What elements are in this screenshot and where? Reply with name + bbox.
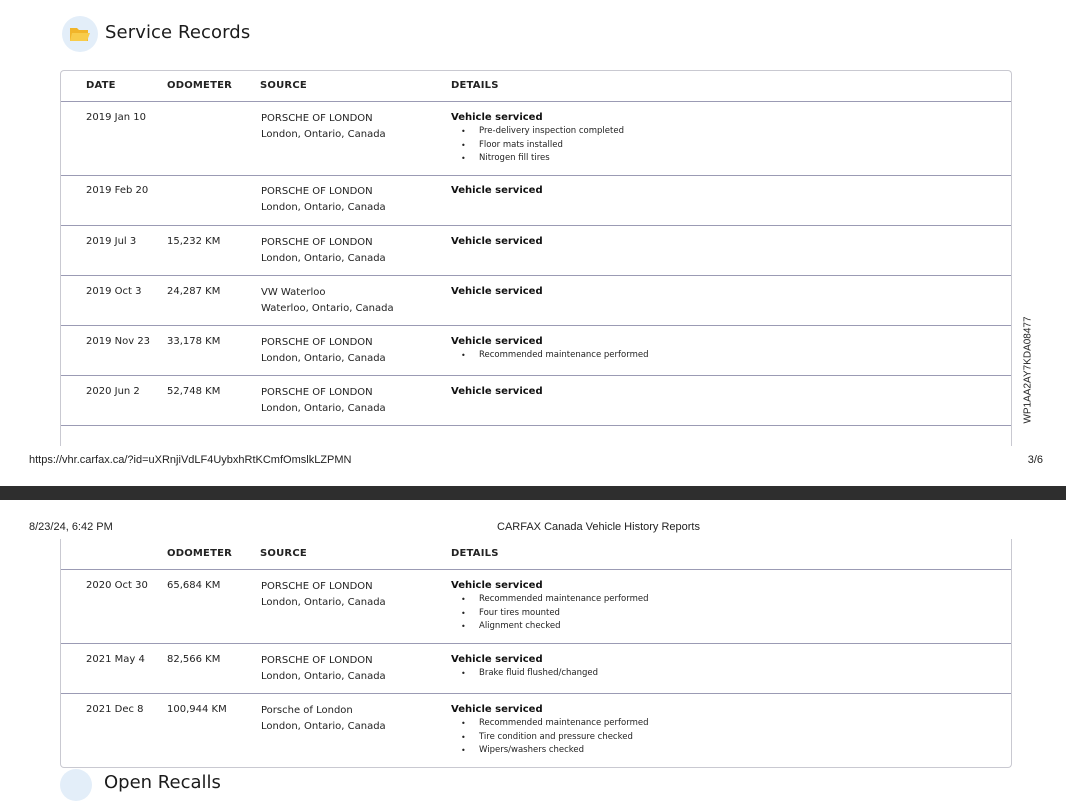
row-divider xyxy=(61,375,1011,376)
record-source xyxy=(261,235,386,267)
detail-item: • Alignment checked xyxy=(451,620,648,634)
record-date: 2021 Dec 8 xyxy=(86,704,144,715)
source-location: Waterloo, Ontario, Canada xyxy=(261,303,394,314)
detail-title: Vehicle serviced xyxy=(451,386,543,397)
source-name: PORSCHE OF LONDON xyxy=(261,337,373,348)
header-divider xyxy=(61,101,1011,102)
record-source xyxy=(261,285,394,317)
record-odometer: 24,287 KM xyxy=(167,286,221,297)
source-location: London, Ontario, Canada xyxy=(261,403,386,414)
recall-icon xyxy=(60,769,92,801)
record-details xyxy=(451,336,648,363)
record-odometer: 65,684 KM xyxy=(167,580,221,591)
detail-title: Vehicle serviced xyxy=(451,336,543,347)
detail-title: Vehicle serviced xyxy=(451,236,543,247)
detail-item: • Pre-delivery inspection completed xyxy=(451,125,624,139)
header-odometer: ODOMETER xyxy=(167,80,233,91)
row-divider xyxy=(61,425,1011,426)
header-divider xyxy=(61,569,1011,570)
record-details xyxy=(451,580,648,634)
record-date: 2019 Feb 20 xyxy=(86,185,149,196)
page-number: 3/6 xyxy=(1027,454,1043,466)
folder-icon xyxy=(62,16,98,52)
detail-item: • Wipers/washers checked xyxy=(451,744,648,758)
record-details xyxy=(451,704,648,758)
record-source xyxy=(261,703,386,735)
record-odometer: 100,944 KM xyxy=(167,704,227,715)
header-odometer: ODOMETER xyxy=(167,548,233,559)
record-details xyxy=(451,185,543,196)
service-records-table xyxy=(60,70,1012,446)
record-details xyxy=(451,112,624,166)
detail-item: • Tire condition and pressure checked xyxy=(451,731,648,745)
print-title: CARFAX Canada Vehicle History Reports xyxy=(497,521,700,533)
detail-item: • Recommended maintenance performed xyxy=(451,717,648,731)
row-divider xyxy=(61,275,1011,276)
section-title: Service Records xyxy=(105,22,251,43)
detail-title: Vehicle serviced xyxy=(451,704,543,715)
service-records-table-continued xyxy=(60,539,1012,768)
header-details: DETAILS xyxy=(451,548,499,559)
detail-item: • Brake fluid flushed/changed xyxy=(451,667,598,681)
record-details xyxy=(451,286,543,297)
row-divider xyxy=(61,175,1011,176)
record-source xyxy=(261,653,386,685)
source-location: London, Ontario, Canada xyxy=(261,253,386,264)
record-odometer: 15,232 KM xyxy=(167,236,221,247)
page-url: https://vhr.carfax.ca/?id=uXRnjiVdLF4UybxhRtKCmfOmslkLZPMN xyxy=(29,454,352,466)
header-date: DATE xyxy=(86,80,116,91)
record-date: 2021 May 4 xyxy=(86,654,145,665)
record-date: 2020 Jun 2 xyxy=(86,386,140,397)
detail-item: • Floor mats installed xyxy=(451,139,624,153)
record-date: 2019 Jul 3 xyxy=(86,236,137,247)
detail-item: • Four tires mounted xyxy=(451,607,648,621)
vin-watermark: WP1AA2AY7KDA08477 xyxy=(1022,316,1034,424)
source-location: London, Ontario, Canada xyxy=(261,671,386,682)
next-section-title: Open Recalls xyxy=(104,772,221,793)
record-date: 2019 Jan 10 xyxy=(86,112,146,123)
record-source xyxy=(261,184,386,216)
record-odometer: 52,748 KM xyxy=(167,386,221,397)
page-break xyxy=(0,486,1066,500)
detail-title: Vehicle serviced xyxy=(451,580,543,591)
record-source xyxy=(261,335,386,367)
record-date: 2020 Oct 30 xyxy=(86,580,148,591)
source-name: PORSCHE OF LONDON xyxy=(261,387,373,398)
record-source xyxy=(261,385,386,417)
record-source xyxy=(261,111,386,143)
source-name: Porsche of London xyxy=(261,705,353,716)
detail-item: • Nitrogen fill tires xyxy=(451,152,624,166)
source-location: London, Ontario, Canada xyxy=(261,353,386,364)
row-divider xyxy=(61,225,1011,226)
detail-title: Vehicle serviced xyxy=(451,654,543,665)
record-odometer: 33,178 KM xyxy=(167,336,221,347)
detail-title: Vehicle serviced xyxy=(451,286,543,297)
source-location: London, Ontario, Canada xyxy=(261,202,386,213)
source-location: London, Ontario, Canada xyxy=(261,597,386,608)
record-date: 2019 Oct 3 xyxy=(86,286,142,297)
source-name: PORSCHE OF LONDON xyxy=(261,186,373,197)
record-details xyxy=(451,386,543,397)
detail-title: Vehicle serviced xyxy=(451,185,543,196)
source-location: London, Ontario, Canada xyxy=(261,129,386,140)
source-name: VW Waterloo xyxy=(261,287,326,298)
record-details xyxy=(451,236,543,247)
header-source: SOURCE xyxy=(260,548,307,559)
source-name: PORSCHE OF LONDON xyxy=(261,113,373,124)
source-location: London, Ontario, Canada xyxy=(261,721,386,732)
record-date: 2019 Nov 23 xyxy=(86,336,151,347)
detail-item: • Recommended maintenance performed xyxy=(451,593,648,607)
source-name: PORSCHE OF LONDON xyxy=(261,237,373,248)
row-divider xyxy=(61,325,1011,326)
row-divider xyxy=(61,693,1011,694)
detail-item: • Recommended maintenance performed xyxy=(451,349,648,363)
record-odometer: 82,566 KM xyxy=(167,654,221,665)
header-source: SOURCE xyxy=(260,80,307,91)
row-divider xyxy=(61,643,1011,644)
print-datetime: 8/23/24, 6:42 PM xyxy=(29,521,113,533)
header-details: DETAILS xyxy=(451,80,499,91)
record-source xyxy=(261,579,386,611)
detail-title: Vehicle serviced xyxy=(451,112,543,123)
source-name: PORSCHE OF LONDON xyxy=(261,581,373,592)
record-details xyxy=(451,654,598,681)
source-name: PORSCHE OF LONDON xyxy=(261,655,373,666)
